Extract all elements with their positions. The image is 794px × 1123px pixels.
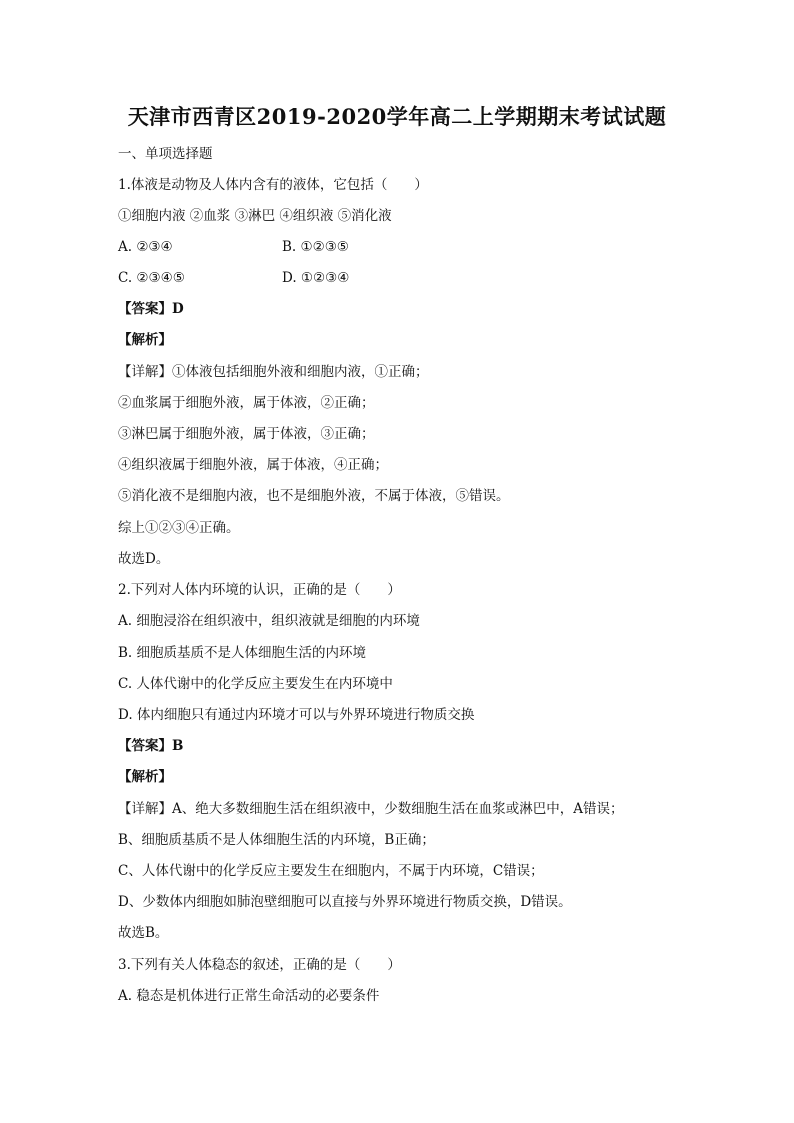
q1-answer: 【答案】D	[118, 301, 184, 317]
section-heading: 一、单项选择题	[118, 146, 213, 162]
q2-detail-line-4: D、少数体内细胞如肺泡壁细胞可以直接与外界环境进行物质交换，D错误。	[118, 894, 572, 910]
q1-detail-line-4: ④组织液属于细胞外液，属于体液，④正确；	[118, 457, 388, 473]
q1-option-d: D. ①②③④	[282, 270, 350, 286]
q2-option-b: B. 细胞质基质不是人体细胞生活的内环境	[118, 645, 367, 661]
q1-option-b: B. ①②③⑤	[282, 239, 349, 255]
q2-option-c: C. 人体代谢中的化学反应主要发生在内环境中	[118, 676, 393, 692]
q2-option-a: A. 细胞浸浴在组织液中，组织液就是细胞的内环境	[118, 613, 420, 629]
q2-answer: 【答案】B	[118, 738, 184, 754]
q1-detail-line-1: 【详解】①体液包括细胞外液和细胞内液，①正确；	[118, 364, 429, 380]
q2-stem: 2.下列对人体内环境的认识，正确的是（ ）	[118, 582, 401, 598]
q2-detail-line-3: C、人体代谢中的化学反应主要发生在细胞内，不属于内环境，C错误；	[118, 863, 544, 879]
q3-stem: 3.下列有关人体稳态的叙述，正确的是（ ）	[118, 957, 401, 973]
q1-options-row-1	[118, 238, 349, 256]
q2-detail-line-2: B、细胞质基质不是人体细胞生活的内环境，B正确；	[118, 832, 435, 848]
q2-detail-line-1: 【详解】A、绝大多数细胞生活在组织液中，少数细胞生活在血浆或淋巴中，A错误；	[118, 801, 624, 817]
q1-detail-line-5: ⑤消化液不是细胞内液，也不是细胞外液，不属于体液，⑤错误。	[118, 488, 510, 504]
q3-option-a: A. 稳态是机体进行正常生命活动的必要条件	[118, 988, 380, 1004]
q1-option-a: A. ②③④	[118, 239, 173, 255]
q1-option-c: C. ②③④⑤	[118, 270, 185, 286]
document-title: 天津市西青区2019-2020学年高二上学期期末考试试题	[127, 104, 667, 129]
q2-choice: 故选B。	[118, 925, 169, 941]
q2-option-d: D. 体内细胞只有通过内环境才可以与外界环境进行物质交换	[118, 707, 475, 723]
q1-options-row-2	[118, 269, 349, 287]
q2-analysis-heading: 【解析】	[118, 769, 172, 785]
q1-detail-line-3: ③淋巴属于细胞外液，属于体液，③正确；	[118, 426, 375, 442]
q1-stem: 1.体液是动物及人体内含有的液体，它包括（ ）	[118, 177, 428, 193]
q1-detail-line-2: ②血浆属于细胞外液，属于体液，②正确；	[118, 395, 375, 411]
q1-analysis-heading: 【解析】	[118, 332, 172, 348]
q1-items: ①细胞内液 ②血浆 ③淋巴 ④组织液 ⑤消化液	[118, 208, 392, 224]
q1-choice: 故选D。	[118, 551, 170, 567]
q1-summary: 综上①②③④正确。	[118, 520, 240, 536]
